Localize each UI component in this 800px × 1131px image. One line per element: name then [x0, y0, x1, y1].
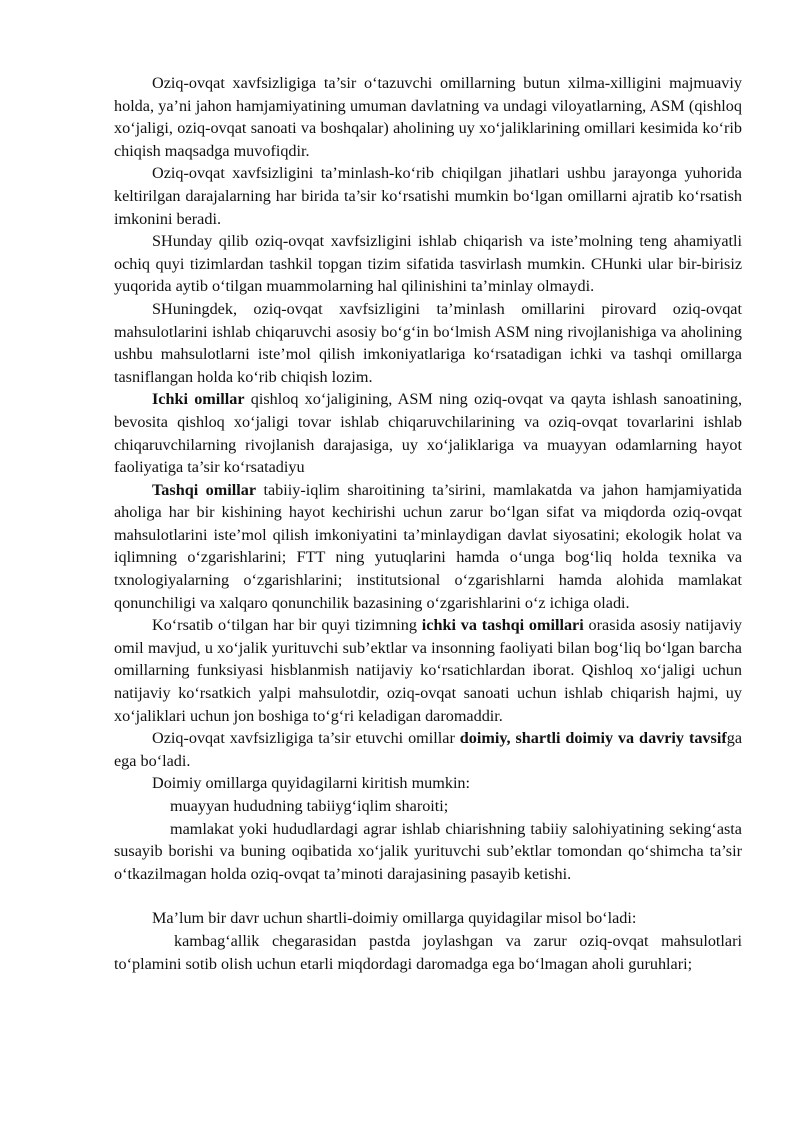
paragraph-resultant-factor — [114, 614, 742, 727]
term-external-factors: Tashqi omillar — [152, 480, 257, 499]
external-factors-text: tabiiy-iqlim sharoitining ta’sirini, mamlakatda va jahon hamjamiyatida aholiga har bir kishining hayot kechirishi uchun zarur bo‘lgan sifat va miqdorda oziq-ovqat mahsulotlarini iste’mol qilish imkoniyatini ta’minlaydigan davlat siyosatini; ekologik holat va iqlimning o‘zgarishlarini; FTT ning yutuqlarini hamda o‘unga bog‘liq holda texnika va txnologiyalarning o‘zgarishlarini; institutsional o‘zgarishlarni hamda alohida mamlakat qonunchiligi va xalqaro qonunchilik bazasining o‘zgarishlarini o‘z ichiga oladi. — [114, 480, 742, 612]
term-factor-types: doimiy, shartli doimiy va davriy tavsif — [459, 729, 727, 748]
term-internal-external-factors: ichki va tashqi omillari — [421, 616, 584, 635]
paragraph-internal-external-classification: SHuningdek, oziq-ovqat xavfsizligini ta’minlash omillarini pirovard oziq-ovqat mahsulotlarini ishlab chiqaruvchi asosiy bo‘g‘in bo‘lmish ASM ning rivojlanishiga va aholining ushbu mahsulotlarni iste’mol qilish imkoniyatlariga ko‘rsatadigan ichki va tashqi omillarga tasniflangan holda ko‘rib chiqish lozim. — [114, 299, 742, 386]
paragraph-factor-types — [114, 727, 742, 772]
paragraph-production-consumption: SHunday qilib oziq-ovqat xavfsizligini ishlab chiqarish va iste’molning teng ahamiyatli ochiq quyi tizimlardan tashkil topgan tizim sifatida tasvirlash mumkin. CHunki ular bir-birisiz yuqorida aytib o‘tilgan muammolarning hal qilinishini ta’minlay olmaydi. — [114, 232, 742, 296]
list-item-climate: muayyan hududning tabiiyg‘iqlim sharoiti; — [170, 797, 449, 815]
resultant-factor-text-b: orasida asosiy natijaviy omil mavjud, u xo‘jalik yurituvchi sub’ektlar va insonning faoliyati bilan bog‘liq bo‘lgan barcha omillarning funksiyasi hisblanmish natijaviy ko‘rsatichlardan iborat. Qishloq xo‘jaligi uchun natijaviy ko‘rsatkich yalpi mahsulotdir, oziq-ovqat sanoati uchun ishlab chiqarish hajmi, uy xo‘jaliklari uchun jon boshiga to‘g‘ri keladigan daromaddir. — [114, 616, 742, 725]
paragraph-internal-factors — [114, 388, 742, 478]
paragraph-food-security-factors: Oziq-ovqat xavfsizligiga ta’sir o‘tazuvchi omillarning butun xilma-xilligini majmuaviy holda, ya’ni jahon hamjamiyatining umuman davlatning va undagi viloyatlarning, ASM (qishloq xo‘jaligi, oziq-ovqat sanoati va boshqalar) aholining uy xo‘jaliklarining omillari kesimida ko‘rib chiqish maqsadga muvofiqdir. — [114, 74, 742, 160]
term-internal-factors: Ichki omillar — [152, 390, 245, 409]
document-page — [114, 72, 742, 975]
list-item-poverty-groups: kambag‘allik chegarasidan pastda joylashgan va zarur oziq-ovqat mahsulotlari to‘plamini sotib olish uchun etarli miqdordagi daromadga ega bo‘lmagan aholi guruhlari; — [114, 931, 742, 973]
paragraph-constant-factors-intro: Doimiy omillarga quyidagilarni kiritish mumkin: — [152, 774, 471, 793]
paragraph-external-factors — [114, 479, 742, 615]
factor-types-text-b: ga ega bo‘ladi. — [114, 729, 742, 770]
paragraph-conditional-factors-intro: Ma’lum bir davr uchun shartli-doimiy omillarga quyidagilar misol bo‘ladi: — [152, 909, 637, 928]
resultant-factor-text-a: Ko‘rsatib o‘tilgan har bir quyi tizimning — [152, 616, 422, 635]
factor-types-text-a: Oziq-ovqat xavfsizligiga ta’sir etuvchi omillar — [152, 729, 460, 748]
list-item-agrarian-potential: mamlakat yoki hududlardagi agrar ishlab chiarishning tabiiy salohiyatining seking‘asta susayib borishi va buning oqibatida xo‘jalik yurituvchi sub’ektlar tomondan qo‘shimcha ta’sir o‘tkazilmagan holda oziq-ovqat ta’minoti darajasining pasayib ketishi. — [114, 819, 742, 883]
paragraph-ensuring-food-security: Oziq-ovqat xavfsizligini ta’minlash-ko‘rib chiqilgan jihatlari ushbu jarayonga yuhorida keltirilgan darajalarning har birida ta’sir ko‘rsatishi mumkin bo‘lgan omillarni ajratib ko‘rsatish imkonini beradi. — [114, 164, 742, 228]
internal-factors-text: qishloq xo‘jaligining, ASM ning oziq-ovqat va qayta ishlash sanoatining, bevosita qishloq xo‘jaligi tovar ishlab chiqaruvchilarining va oziq-ovqat tovarlarini ishlab chiqaruvchilarning rivojlanish darajasiga, uy xo‘jaliklariga va muayyan odamlarning hayot faoliyatiga ta’sir ko‘rsatadiyu — [114, 390, 743, 477]
